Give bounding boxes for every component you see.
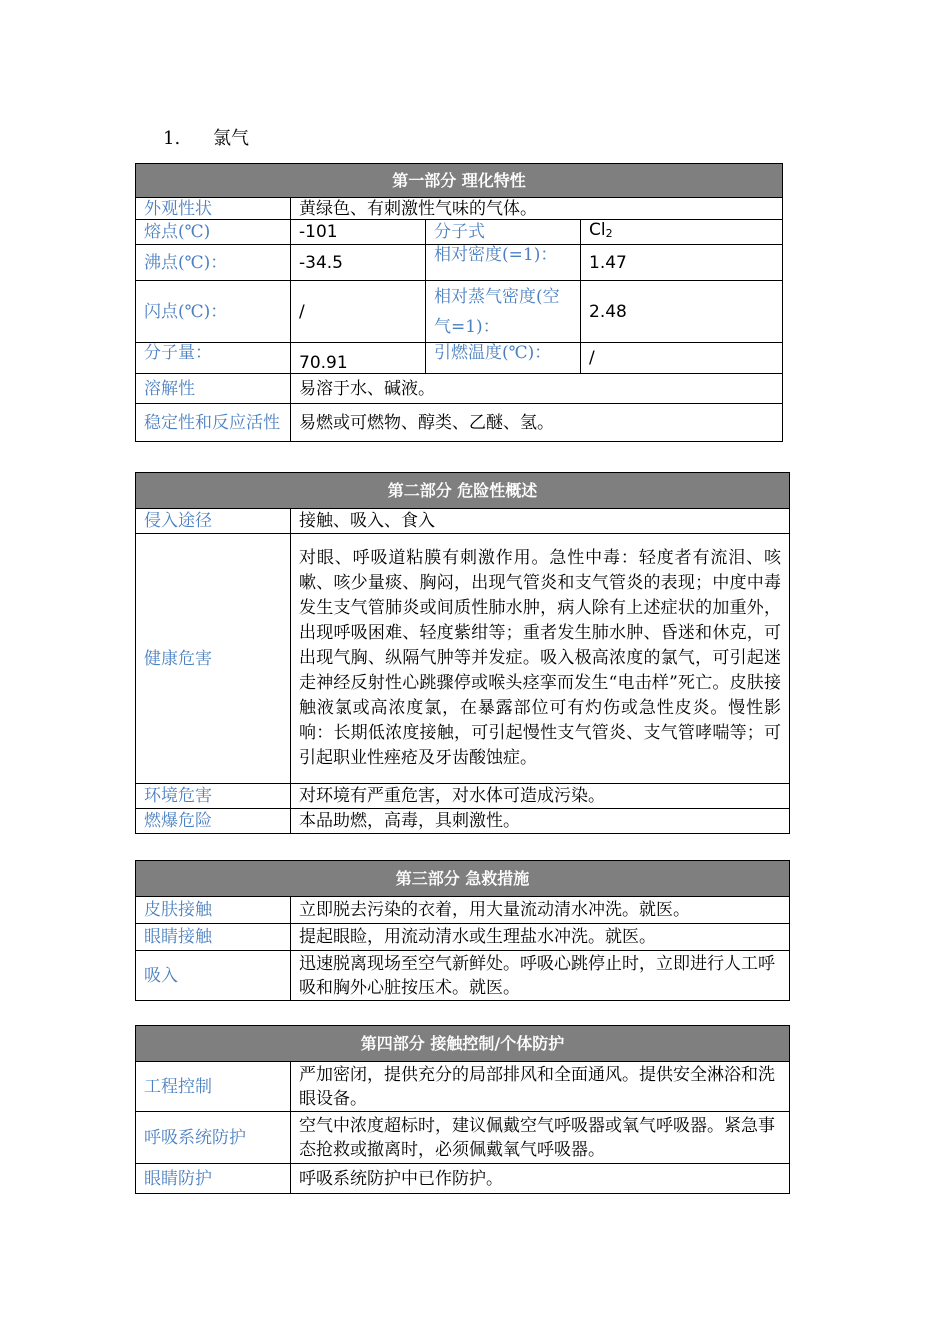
- explosion-hazard-value: 本品助燃，高毒，具刺激性。: [291, 809, 790, 834]
- skin-contact-label: 皮肤接触: [136, 897, 291, 924]
- part2-title: 第二部分 危险性概述: [136, 473, 790, 509]
- respiratory-protection-label: 呼吸系统防护: [136, 1112, 291, 1164]
- appearance-value: 黄绿色、有刺激性气味的气体。: [291, 198, 783, 220]
- solubility-value: 易溶于水、碱液。: [291, 374, 783, 404]
- table-row: [136, 784, 790, 809]
- heading-number: 1.: [163, 128, 181, 149]
- table-row: [136, 951, 790, 1001]
- ignition-temp-value: /: [581, 343, 783, 374]
- table-row: [136, 281, 783, 343]
- inhalation-label: 吸入: [136, 951, 291, 1001]
- table-row: [136, 220, 783, 245]
- boiling-point-value: -34.5: [291, 245, 426, 281]
- formula-value: [581, 220, 783, 245]
- solubility-label: 溶解性: [136, 374, 291, 404]
- appearance-label: 外观性状: [136, 198, 291, 220]
- table-row: [136, 1164, 790, 1194]
- part1-title: 第一部分 理化特性: [136, 164, 783, 198]
- table-row: [136, 1062, 790, 1112]
- vapor-density-label: 相对蒸气密度(空气=1)：: [426, 281, 581, 343]
- stability-label: 稳定性和反应活性: [136, 404, 291, 442]
- flash-point-value: /: [291, 281, 426, 343]
- section-heading: [163, 124, 249, 150]
- formula-subscript: 2: [605, 227, 613, 240]
- relative-density-value: 1.47: [581, 245, 783, 281]
- melting-point-label: 熔点(℃): [136, 220, 291, 245]
- explosion-hazard-label: 燃爆危险: [136, 809, 291, 834]
- eye-contact-value: 提起眼睑，用流动清水或生理盐水冲洗。就医。: [291, 924, 790, 951]
- skin-contact-value: 立即脱去污染的衣着，用大量流动清水冲洗。就医。: [291, 897, 790, 924]
- table-row: [136, 509, 790, 534]
- formula-main: Cl: [589, 220, 606, 240]
- molecular-weight-value: 70.91: [291, 343, 426, 374]
- eye-contact-label: 眼睛接触: [136, 924, 291, 951]
- health-hazard-label: 健康危害: [136, 534, 291, 784]
- table-row: [136, 245, 783, 281]
- table-row: [136, 374, 783, 404]
- table-row: [136, 1112, 790, 1164]
- route-value: 接触、吸入、食入: [291, 509, 790, 534]
- part3-title: 第三部分 急救措施: [136, 861, 790, 897]
- first-aid-table: [135, 860, 790, 1001]
- table-row: [136, 897, 790, 924]
- physical-chemical-table: [135, 163, 783, 442]
- route-label: 侵入途径: [136, 509, 291, 534]
- molecular-weight-label: 分子量：: [136, 343, 291, 374]
- table-row: [136, 534, 790, 784]
- melting-point-value: -101: [291, 220, 426, 245]
- health-hazard-value: 对眼、呼吸道粘膜有刺激作用。急性中毒：轻度者有流泪、咳嗽、咳少量痰、胸闷，出现气管炎和支气管炎的表现；中度中毒发生支气管肺炎或间质性肺水肿，病人除有上述症状的加重外，出现呼吸困难、轻度紫绀等；重者发生肺水肿、昏迷和休克，可出现气胸、纵隔气肿等并发症。吸入极高浓度的氯气，可引起迷走神经反射性心跳骤停或喉头痉挛而发生“电击样”死亡。皮肤接触液氯或高浓度氯，在暴露部位可有灼伤或急性皮炎。慢性影响：长期低浓度接触，可引起慢性支气管炎、支气管哮喘等；可引起职业性痤疮及牙齿酸蚀症。: [291, 534, 790, 784]
- relative-density-label: 相对密度(=1)：: [426, 245, 581, 281]
- boiling-point-label: 沸点(℃)：: [136, 245, 291, 281]
- respiratory-protection-value: 空气中浓度超标时，建议佩戴空气呼吸器或氧气呼吸器。紧急事态抢救或撤离时，必须佩戴氧气呼吸器。: [291, 1112, 790, 1164]
- flash-point-label: 闪点(℃)：: [136, 281, 291, 343]
- eye-protection-label: 眼睛防护: [136, 1164, 291, 1194]
- table-row: [136, 198, 783, 220]
- table-row: [136, 924, 790, 951]
- engineering-control-label: 工程控制: [136, 1062, 291, 1112]
- stability-value: 易燃或可燃物、醇类、乙醚、氢。: [291, 404, 783, 442]
- hazard-overview-table: [135, 472, 790, 834]
- environment-hazard-label: 环境危害: [136, 784, 291, 809]
- table-row: [136, 343, 783, 374]
- engineering-control-value: 严加密闭，提供充分的局部排风和全面通风。提供安全淋浴和洗眼设备。: [291, 1062, 790, 1112]
- exposure-control-table: [135, 1025, 790, 1194]
- ignition-temp-label: 引燃温度(℃)：: [426, 343, 581, 374]
- part4-title: 第四部分 接触控制/个体防护: [136, 1026, 790, 1062]
- inhalation-value: 迅速脱离现场至空气新鲜处。呼吸心跳停止时，立即进行人工呼吸和胸外心脏按压术。就医。: [291, 951, 790, 1001]
- table-row: [136, 404, 783, 442]
- environment-hazard-value: 对环境有严重危害，对水体可造成污染。: [291, 784, 790, 809]
- eye-protection-value: 呼吸系统防护中已作防护。: [291, 1164, 790, 1194]
- table-row: [136, 809, 790, 834]
- heading-title: 氯气: [213, 128, 249, 149]
- formula-label: 分子式: [426, 220, 581, 245]
- vapor-density-value: 2.48: [581, 281, 783, 343]
